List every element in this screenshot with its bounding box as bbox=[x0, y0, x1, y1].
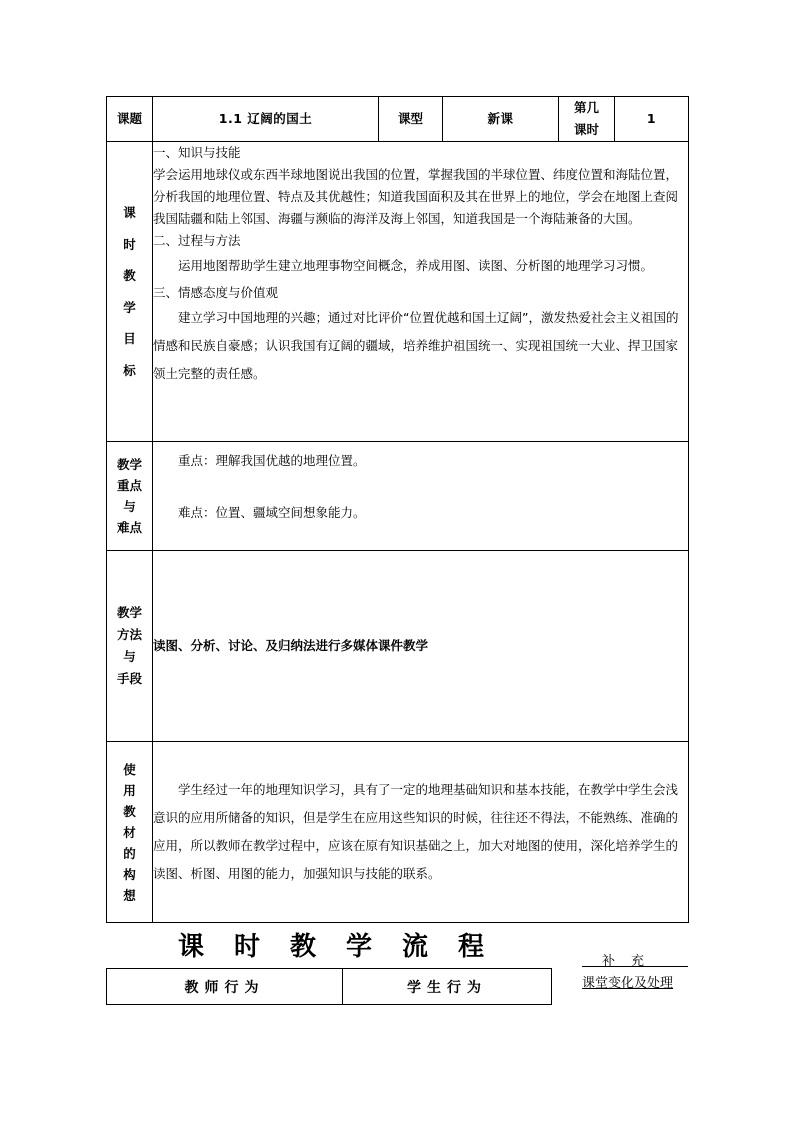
objectives-label-char: 教 bbox=[123, 268, 136, 283]
key-points-label bbox=[107, 442, 153, 551]
methods-label-char: 教学 bbox=[116, 605, 142, 620]
objective-text-process: 运用地图帮助学生建立地理事物空间概念，养成用图、读图、分析图的地理学习习惯。 bbox=[178, 258, 654, 273]
methods-text: 读图、分析、讨论、及归纳法进行多媒体课件教学 bbox=[153, 638, 429, 653]
material-label-char: 使 bbox=[123, 761, 136, 777]
methods-row bbox=[107, 551, 689, 742]
objective-heading-knowledge: 一、知识与技能 bbox=[153, 145, 241, 160]
student-behavior-header: 学生行为 bbox=[343, 969, 552, 1005]
objectives-row bbox=[107, 142, 689, 442]
key-points-content bbox=[153, 442, 689, 551]
supplement-subtitle: 课堂变化及处理 bbox=[582, 976, 674, 991]
methods-label-char: 方法 bbox=[116, 627, 142, 642]
material-content bbox=[153, 742, 689, 923]
type-label: 课型 bbox=[379, 97, 443, 142]
methods-label-char: 与 bbox=[123, 649, 136, 664]
methods-label-char: 手段 bbox=[116, 671, 142, 686]
objective-heading-attitude: 三、情感态度与价值观 bbox=[153, 285, 279, 300]
flow-header-row bbox=[107, 969, 552, 1005]
lesson-plan-table bbox=[106, 96, 689, 923]
key-points-label-char: 难点 bbox=[116, 520, 142, 535]
subject-label: 课题 bbox=[107, 97, 153, 142]
supplement-label: 补充 bbox=[602, 954, 661, 969]
header-row bbox=[107, 97, 689, 142]
material-row bbox=[107, 742, 689, 923]
period-label bbox=[559, 97, 615, 142]
material-label-char: 用 bbox=[123, 782, 136, 798]
objectives-content bbox=[153, 142, 689, 442]
material-label-char: 想 bbox=[123, 887, 136, 903]
objective-text-attitude: 建立学习中国地理的兴趣；通过对比评价“位置优越和国土辽阔”，激发热爱社会主义祖国的情感和民族自豪感；认识我国有辽阔的疆域，培养维护祖国统一、实现祖国统一大业、捍卫国家领土完整的责任感。 bbox=[153, 310, 679, 381]
objectives-label-char: 时 bbox=[123, 236, 136, 252]
objective-heading-process: 二、过程与方法 bbox=[153, 233, 241, 248]
material-label-char: 的 bbox=[123, 845, 136, 861]
material-text: 学生经过一年的地理知识学习，具有了一定的地理基础知识和基本技能，在教学中学生会浅意识的应用所储备的知识，但是学生在应用这些知识的时候，往往还不得法，不能熟练、准确的应用，所以教师在教学过程中，应该在原有知识基础之上，加大对地图的使用，深化培养学生的读图、析图、用图的能力，加强知识与技能的联系。 bbox=[153, 782, 679, 881]
material-label-char: 材 bbox=[123, 824, 136, 840]
key-points-label-char: 重点 bbox=[116, 478, 142, 493]
supplement-divider bbox=[582, 966, 688, 967]
objectives-label-char: 课 bbox=[123, 205, 136, 220]
difficult-point-text: 难点：位置、疆域空间想象能力。 bbox=[178, 505, 366, 520]
material-label-char: 构 bbox=[123, 866, 136, 882]
objectives-label-char: 学 bbox=[123, 299, 136, 315]
objectives-label-char: 标 bbox=[123, 362, 136, 378]
material-label-char: 教 bbox=[123, 803, 136, 819]
key-points-label-char: 教学 bbox=[116, 457, 142, 472]
objectives-label-char: 目 bbox=[123, 331, 136, 346]
methods-label bbox=[107, 551, 153, 742]
material-label bbox=[107, 742, 153, 923]
type-value: 新课 bbox=[443, 97, 559, 142]
objectives-label bbox=[107, 142, 153, 442]
key-points-label-char: 与 bbox=[123, 499, 136, 514]
key-points-row bbox=[107, 442, 689, 551]
objective-text-knowledge: 学会运用地球仪或东西半球地图说出我国的位置，掌握我国的半球位置、纬度位置和海陆位置，分析我国的地理位置、特点及其优越性；知道我国面积及其在世界上的地位，学会在地图上查阅我国陆疆和陆上邻国、海疆与濒临的海洋及海上邻国，知道我国是一个海陆兼备的大国。 bbox=[153, 167, 679, 226]
flow-title: 课时教学流程 bbox=[177, 932, 514, 962]
period-value: 1 bbox=[615, 97, 689, 142]
period-label-line-2: 课时 bbox=[573, 122, 599, 137]
period-label-line-1: 第几 bbox=[573, 100, 599, 115]
flow-table bbox=[106, 968, 552, 1005]
teacher-behavior-header: 教师行为 bbox=[107, 969, 343, 1005]
subject-value: 1.1 辽阔的国土 bbox=[153, 97, 379, 142]
key-point-text: 重点：理解我国优越的地理位置。 bbox=[178, 453, 366, 468]
methods-content bbox=[153, 551, 689, 742]
